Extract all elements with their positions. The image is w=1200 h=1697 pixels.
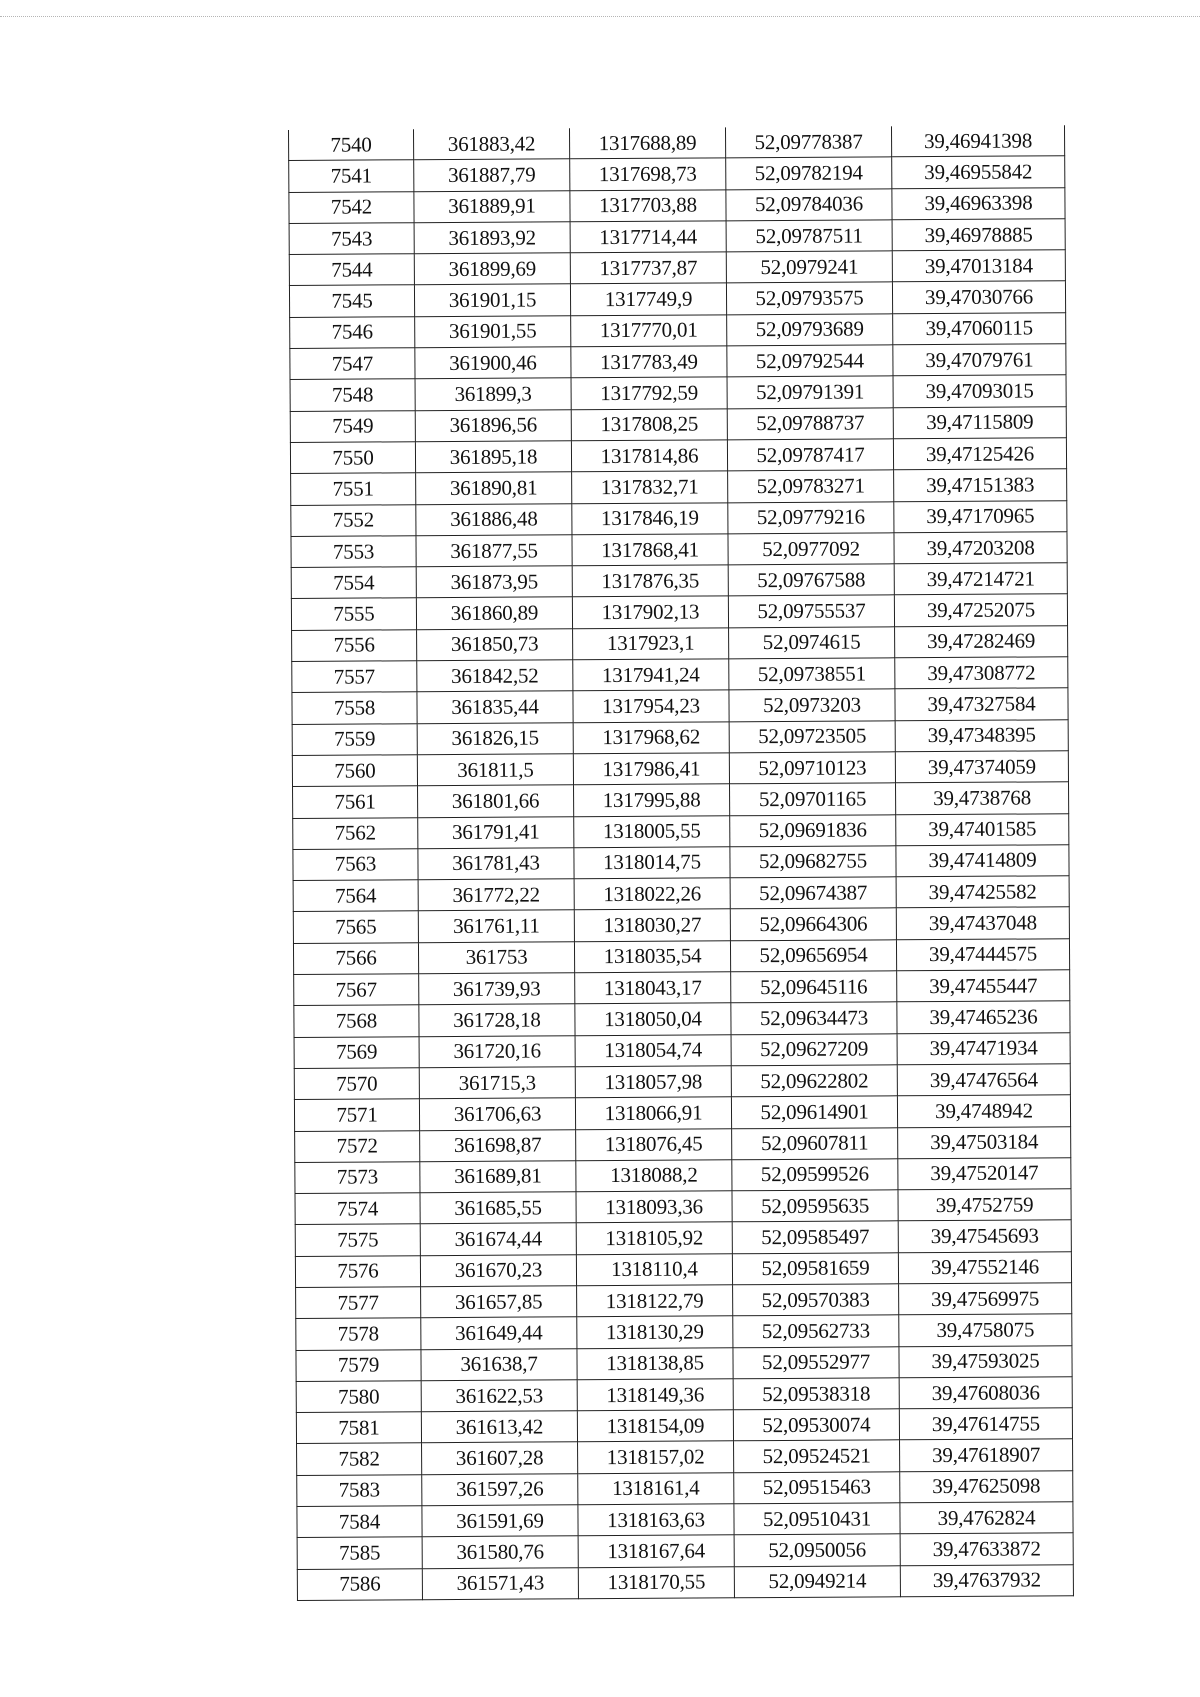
- table-row: [294, 1064, 1070, 1100]
- x-coordinate-cell: 361899,69: [414, 253, 570, 285]
- longitude-cell: 39,47125426: [893, 438, 1066, 470]
- x-coordinate-cell: 361791,41: [418, 816, 574, 848]
- point-number-cell: 7581: [296, 1412, 421, 1444]
- longitude-cell: 39,47414809: [896, 845, 1069, 877]
- y-coordinate-cell: 1317770,01: [571, 315, 727, 347]
- longitude-cell: 39,47401585: [896, 813, 1069, 845]
- x-coordinate-cell: 361698,87: [420, 1129, 576, 1161]
- y-coordinate-cell: 1318130,29: [577, 1316, 733, 1348]
- table-row: [297, 1439, 1073, 1475]
- x-coordinate-cell: 361591,69: [422, 1505, 578, 1537]
- table-row: [296, 1314, 1072, 1350]
- longitude-cell: 39,4748942: [897, 1095, 1070, 1127]
- longitude-cell: 39,47503184: [898, 1126, 1071, 1158]
- latitude-cell: 52,09787417: [727, 439, 893, 471]
- longitude-cell: 39,47425582: [896, 876, 1069, 908]
- y-coordinate-cell: 1318057,98: [575, 1066, 731, 1098]
- x-coordinate-cell: 361571,43: [422, 1567, 578, 1599]
- x-coordinate-cell: 361761,11: [418, 910, 574, 942]
- x-coordinate-cell: 361638,7: [421, 1348, 577, 1380]
- x-coordinate-cell: 361685,55: [420, 1192, 576, 1224]
- latitude-cell: 52,09788737: [727, 407, 893, 439]
- scan-edge-line: [0, 16, 1200, 17]
- x-coordinate-cell: 361728,18: [419, 1004, 575, 1036]
- point-number-cell: 7567: [294, 974, 419, 1006]
- longitude-cell: 39,47455447: [897, 970, 1070, 1002]
- x-coordinate-cell: 361877,55: [416, 535, 572, 567]
- longitude-cell: 39,47476564: [897, 1064, 1070, 1096]
- table-row: [291, 532, 1067, 568]
- longitude-cell: 39,47203208: [894, 532, 1067, 564]
- longitude-cell: 39,46963398: [892, 187, 1065, 219]
- point-number-cell: 7570: [294, 1068, 419, 1100]
- y-coordinate-cell: 1317923,1: [573, 628, 729, 660]
- longitude-cell: 39,47308772: [895, 657, 1068, 689]
- longitude-cell: 39,47013184: [892, 250, 1065, 282]
- y-coordinate-cell: 1317968,62: [573, 721, 729, 753]
- table-row: [293, 845, 1069, 881]
- table-row: [290, 438, 1066, 474]
- point-number-cell: 7575: [295, 1224, 420, 1256]
- x-coordinate-cell: 361580,76: [422, 1536, 578, 1568]
- longitude-cell: 39,47348395: [895, 719, 1068, 751]
- longitude-cell: 39,4758075: [899, 1314, 1072, 1346]
- table-row: [297, 1533, 1073, 1569]
- table-row: [292, 657, 1068, 693]
- point-number-cell: 7554: [291, 567, 416, 599]
- y-coordinate-cell: 1318105,92: [576, 1222, 732, 1254]
- point-number-cell: 7569: [294, 1036, 419, 1068]
- longitude-cell: 39,47618907: [900, 1439, 1073, 1471]
- table-row: [295, 1220, 1071, 1256]
- latitude-cell: 52,09656954: [730, 940, 896, 972]
- x-coordinate-cell: 361835,44: [417, 691, 573, 723]
- y-coordinate-cell: 1318154,09: [577, 1410, 733, 1442]
- table-row: [295, 1126, 1071, 1162]
- latitude-cell: 52,09581659: [732, 1252, 898, 1284]
- latitude-cell: 52,09755537: [728, 595, 894, 627]
- x-coordinate-cell: 361801,66: [418, 785, 574, 817]
- y-coordinate-cell: 1318167,64: [578, 1535, 734, 1567]
- latitude-cell: 52,09570383: [733, 1284, 899, 1316]
- table-row: [295, 1189, 1071, 1225]
- longitude-cell: 39,46941398: [891, 125, 1064, 157]
- table-row: [291, 563, 1067, 599]
- latitude-cell: 52,09691836: [730, 814, 896, 846]
- x-coordinate-cell: 361657,85: [421, 1286, 577, 1318]
- x-coordinate-cell: 361597,26: [422, 1474, 578, 1506]
- table-row: [292, 719, 1068, 755]
- point-number-cell: 7579: [296, 1349, 421, 1381]
- table-row: [294, 1001, 1070, 1037]
- latitude-cell: 52,09524521: [734, 1440, 900, 1472]
- y-coordinate-cell: 1318076,45: [576, 1128, 732, 1160]
- latitude-cell: 52,09622802: [731, 1065, 897, 1097]
- point-number-cell: 7542: [289, 191, 414, 223]
- latitude-cell: 52,09562733: [733, 1315, 899, 1347]
- latitude-cell: 52,09607811: [732, 1127, 898, 1159]
- latitude-cell: 52,09599526: [732, 1159, 898, 1191]
- y-coordinate-cell: 1317714,44: [570, 221, 726, 253]
- longitude-cell: 39,47569975: [899, 1283, 1072, 1315]
- x-coordinate-cell: 361607,28: [422, 1442, 578, 1474]
- y-coordinate-cell: 1318066,91: [575, 1097, 731, 1129]
- longitude-cell: 39,47060115: [893, 313, 1066, 345]
- latitude-cell: 52,09614901: [731, 1096, 897, 1128]
- latitude-cell: 52,09782194: [726, 157, 892, 189]
- point-number-cell: 7546: [290, 317, 415, 349]
- latitude-cell: 52,09674387: [730, 877, 896, 909]
- x-coordinate-cell: 361889,91: [414, 190, 570, 222]
- point-number-cell: 7561: [293, 786, 418, 818]
- longitude-cell: 39,4762824: [900, 1502, 1073, 1534]
- table-row: [289, 219, 1065, 255]
- point-number-cell: 7585: [297, 1537, 422, 1569]
- y-coordinate-cell: 1317995,88: [574, 784, 730, 816]
- x-coordinate-cell: 361886,48: [416, 503, 572, 535]
- longitude-cell: 39,47374059: [895, 751, 1068, 783]
- x-coordinate-cell: 361670,23: [420, 1254, 576, 1286]
- y-coordinate-cell: 1317792,59: [571, 377, 727, 409]
- latitude-cell: 52,09530074: [733, 1409, 899, 1441]
- longitude-cell: 39,4752759: [898, 1189, 1071, 1221]
- latitude-cell: 52,09701165: [730, 783, 896, 815]
- longitude-cell: 39,47545693: [898, 1220, 1071, 1252]
- y-coordinate-cell: 1318163,63: [578, 1504, 734, 1536]
- y-coordinate-cell: 1318170,55: [578, 1566, 734, 1598]
- point-number-cell: 7574: [295, 1193, 420, 1225]
- latitude-cell: 52,0949214: [734, 1565, 900, 1597]
- point-number-cell: 7547: [290, 348, 415, 380]
- longitude-cell: 39,47614755: [899, 1408, 1072, 1440]
- y-coordinate-cell: 1317986,41: [573, 753, 729, 785]
- point-number-cell: 7540: [289, 129, 414, 161]
- table-row: [289, 250, 1065, 286]
- table-row: [296, 1283, 1072, 1319]
- y-coordinate-cell: 1317814,86: [571, 440, 727, 472]
- point-number-cell: 7571: [294, 1099, 419, 1131]
- latitude-cell: 52,09645116: [731, 971, 897, 1003]
- y-coordinate-cell: 1317783,49: [571, 346, 727, 378]
- latitude-cell: 52,09552977: [733, 1346, 899, 1378]
- longitude-cell: 39,47633872: [900, 1533, 1073, 1565]
- y-coordinate-cell: 1317876,35: [572, 565, 728, 597]
- table-row: [289, 125, 1065, 161]
- table-row: [294, 1032, 1070, 1068]
- table-row: [296, 1345, 1072, 1381]
- point-number-cell: 7558: [292, 692, 417, 724]
- x-coordinate-cell: 361715,3: [419, 1067, 575, 1099]
- y-coordinate-cell: 1318035,54: [574, 941, 730, 973]
- point-number-cell: 7557: [292, 661, 417, 693]
- table-row: [289, 156, 1065, 192]
- table-row: [289, 187, 1065, 223]
- y-coordinate-cell: 1318005,55: [574, 815, 730, 847]
- x-coordinate-cell: 361901,15: [414, 284, 570, 316]
- x-coordinate-cell: 361900,46: [415, 347, 571, 379]
- y-coordinate-cell: 1317688,89: [569, 127, 725, 159]
- latitude-cell: 52,09664306: [730, 908, 896, 940]
- point-number-cell: 7584: [297, 1506, 422, 1538]
- y-coordinate-cell: 1318122,79: [577, 1285, 733, 1317]
- longitude-cell: 39,47079761: [893, 344, 1066, 376]
- latitude-cell: 52,09627209: [731, 1033, 897, 1065]
- y-coordinate-cell: 1318014,75: [574, 847, 730, 879]
- x-coordinate-cell: 361753: [418, 941, 574, 973]
- x-coordinate-cell: 361887,79: [414, 159, 570, 191]
- x-coordinate-cell: 361622,53: [421, 1380, 577, 1412]
- table-row: [289, 281, 1065, 317]
- point-number-cell: 7586: [297, 1568, 422, 1600]
- document-page: [288, 125, 1068, 1601]
- y-coordinate-cell: 1317868,41: [572, 534, 728, 566]
- y-coordinate-cell: 1318161,4: [578, 1473, 734, 1505]
- latitude-cell: 52,09634473: [731, 1002, 897, 1034]
- x-coordinate-cell: 361883,42: [413, 128, 569, 160]
- y-coordinate-cell: 1317737,87: [570, 252, 726, 284]
- x-coordinate-cell: 361811,5: [417, 754, 573, 786]
- longitude-cell: 39,47593025: [899, 1345, 1072, 1377]
- point-number-cell: 7566: [293, 942, 418, 974]
- point-number-cell: 7573: [295, 1162, 420, 1194]
- longitude-cell: 39,47170965: [894, 500, 1067, 532]
- point-number-cell: 7548: [290, 379, 415, 411]
- latitude-cell: 52,09710123: [729, 752, 895, 784]
- longitude-cell: 39,47625098: [900, 1470, 1073, 1502]
- point-number-cell: 7564: [293, 880, 418, 912]
- latitude-cell: 52,0977092: [728, 533, 894, 565]
- latitude-cell: 52,09515463: [734, 1472, 900, 1504]
- longitude-cell: 39,47327584: [895, 688, 1068, 720]
- latitude-cell: 52,0950056: [734, 1534, 900, 1566]
- point-number-cell: 7565: [293, 911, 418, 943]
- table-row: [295, 1158, 1071, 1194]
- x-coordinate-cell: 361689,81: [420, 1161, 576, 1193]
- latitude-cell: 52,09682755: [730, 846, 896, 878]
- table-row: [290, 375, 1066, 411]
- longitude-cell: 39,47444575: [896, 938, 1069, 970]
- y-coordinate-cell: 1318088,2: [576, 1160, 732, 1192]
- longitude-cell: 39,46955842: [892, 156, 1065, 188]
- x-coordinate-cell: 361826,15: [417, 722, 573, 754]
- y-coordinate-cell: 1317902,13: [572, 596, 728, 628]
- y-coordinate-cell: 1317846,19: [572, 502, 728, 534]
- point-number-cell: 7572: [295, 1130, 420, 1162]
- table-row: [296, 1377, 1072, 1413]
- latitude-cell: 52,09595635: [732, 1190, 898, 1222]
- x-coordinate-cell: 361772,22: [418, 879, 574, 911]
- latitude-cell: 52,0973203: [729, 689, 895, 721]
- table-row: [291, 469, 1067, 505]
- point-number-cell: 7545: [289, 285, 414, 317]
- x-coordinate-cell: 361901,55: [415, 316, 571, 348]
- latitude-cell: 52,09510431: [734, 1503, 900, 1535]
- table-row: [294, 1095, 1070, 1131]
- y-coordinate-cell: 1318149,36: [577, 1379, 733, 1411]
- point-number-cell: 7568: [294, 1005, 419, 1037]
- point-number-cell: 7582: [297, 1443, 422, 1475]
- x-coordinate-cell: 361613,42: [421, 1411, 577, 1443]
- point-number-cell: 7553: [291, 536, 416, 568]
- point-number-cell: 7556: [292, 629, 417, 661]
- point-number-cell: 7541: [289, 160, 414, 192]
- point-number-cell: 7551: [291, 473, 416, 505]
- longitude-cell: 39,47151383: [894, 469, 1067, 501]
- latitude-cell: 52,09585497: [732, 1221, 898, 1253]
- x-coordinate-cell: 361850,73: [417, 629, 573, 661]
- longitude-cell: 39,47471934: [897, 1032, 1070, 1064]
- y-coordinate-cell: 1317954,23: [573, 690, 729, 722]
- y-coordinate-cell: 1318157,02: [578, 1441, 734, 1473]
- x-coordinate-cell: 361674,44: [420, 1223, 576, 1255]
- point-number-cell: 7544: [289, 254, 414, 286]
- longitude-cell: 39,47093015: [893, 375, 1066, 407]
- table-row: [297, 1502, 1073, 1538]
- table-row: [296, 1408, 1072, 1444]
- x-coordinate-cell: 361893,92: [414, 222, 570, 254]
- x-coordinate-cell: 361890,81: [416, 472, 572, 504]
- x-coordinate-cell: 361649,44: [421, 1317, 577, 1349]
- point-number-cell: 7580: [296, 1381, 421, 1413]
- y-coordinate-cell: 1318138,85: [577, 1347, 733, 1379]
- y-coordinate-cell: 1317832,71: [572, 471, 728, 503]
- point-number-cell: 7576: [295, 1255, 420, 1287]
- x-coordinate-cell: 361706,63: [419, 1098, 575, 1130]
- y-coordinate-cell: 1318022,26: [574, 878, 730, 910]
- y-coordinate-cell: 1318110,4: [576, 1253, 732, 1285]
- x-coordinate-cell: 361860,89: [416, 597, 572, 629]
- longitude-cell: 39,47437048: [896, 907, 1069, 939]
- longitude-cell: 39,47214721: [894, 563, 1067, 595]
- latitude-cell: 52,09783271: [728, 470, 894, 502]
- y-coordinate-cell: 1317808,25: [571, 408, 727, 440]
- latitude-cell: 52,09778387: [725, 126, 891, 158]
- latitude-cell: 52,09779216: [728, 501, 894, 533]
- latitude-cell: 52,09793575: [726, 282, 892, 314]
- y-coordinate-cell: 1318050,04: [575, 1003, 731, 1035]
- x-coordinate-cell: 361720,16: [419, 1035, 575, 1067]
- table-row: [297, 1564, 1073, 1600]
- table-row: [291, 500, 1067, 536]
- latitude-cell: 52,09767588: [728, 564, 894, 596]
- y-coordinate-cell: 1317703,88: [570, 189, 726, 221]
- point-number-cell: 7577: [296, 1287, 421, 1319]
- x-coordinate-cell: 361873,95: [416, 566, 572, 598]
- longitude-cell: 39,47520147: [898, 1158, 1071, 1190]
- point-number-cell: 7559: [292, 723, 417, 755]
- x-coordinate-cell: 361781,43: [418, 848, 574, 880]
- longitude-cell: 39,47465236: [897, 1001, 1070, 1033]
- latitude-cell: 52,09787511: [726, 220, 892, 252]
- y-coordinate-cell: 1318043,17: [575, 972, 731, 1004]
- y-coordinate-cell: 1318093,36: [576, 1191, 732, 1223]
- table-row: [293, 876, 1069, 912]
- coordinates-table-body: [289, 125, 1074, 1600]
- latitude-cell: 52,09723505: [729, 720, 895, 752]
- point-number-cell: 7583: [297, 1474, 422, 1506]
- table-row: [292, 751, 1068, 787]
- table-row: [297, 1470, 1073, 1506]
- x-coordinate-cell: 361896,56: [415, 409, 571, 441]
- latitude-cell: 52,0979241: [726, 251, 892, 283]
- table-row: [293, 938, 1069, 974]
- point-number-cell: 7560: [292, 755, 417, 787]
- point-number-cell: 7555: [291, 598, 416, 630]
- latitude-cell: 52,09738551: [729, 658, 895, 690]
- longitude-cell: 39,47030766: [892, 281, 1065, 313]
- point-number-cell: 7552: [291, 504, 416, 536]
- latitude-cell: 52,09791391: [727, 376, 893, 408]
- table-row: [295, 1251, 1071, 1287]
- y-coordinate-cell: 1317941,24: [573, 659, 729, 691]
- latitude-cell: 52,09792544: [727, 345, 893, 377]
- longitude-cell: 39,47637932: [900, 1564, 1073, 1596]
- table-row: [294, 970, 1070, 1006]
- coordinates-table: [288, 125, 1074, 1601]
- x-coordinate-cell: 361842,52: [417, 660, 573, 692]
- y-coordinate-cell: 1317698,73: [570, 158, 726, 190]
- table-row: [290, 344, 1066, 380]
- point-number-cell: 7562: [293, 817, 418, 849]
- point-number-cell: 7549: [290, 410, 415, 442]
- longitude-cell: 39,46978885: [892, 219, 1065, 251]
- point-number-cell: 7550: [290, 442, 415, 474]
- x-coordinate-cell: 361899,3: [415, 378, 571, 410]
- table-row: [290, 406, 1066, 442]
- point-number-cell: 7543: [289, 223, 414, 255]
- y-coordinate-cell: 1318054,74: [575, 1034, 731, 1066]
- point-number-cell: 7563: [293, 849, 418, 881]
- longitude-cell: 39,47252075: [894, 594, 1067, 626]
- y-coordinate-cell: 1318030,27: [574, 909, 730, 941]
- latitude-cell: 52,09784036: [726, 188, 892, 220]
- table-row: [291, 594, 1067, 630]
- latitude-cell: 52,09538318: [733, 1378, 899, 1410]
- table-row: [290, 313, 1066, 349]
- latitude-cell: 52,09793689: [727, 314, 893, 346]
- table-row: [292, 688, 1068, 724]
- longitude-cell: 39,47552146: [898, 1251, 1071, 1283]
- latitude-cell: 52,0974615: [729, 627, 895, 659]
- longitude-cell: 39,47608036: [899, 1377, 1072, 1409]
- longitude-cell: 39,47282469: [895, 625, 1068, 657]
- longitude-cell: 39,4738768: [896, 782, 1069, 814]
- x-coordinate-cell: 361739,93: [419, 973, 575, 1005]
- point-number-cell: 7578: [296, 1318, 421, 1350]
- table-row: [293, 813, 1069, 849]
- longitude-cell: 39,47115809: [893, 406, 1066, 438]
- x-coordinate-cell: 361895,18: [415, 441, 571, 473]
- table-row: [293, 782, 1069, 818]
- y-coordinate-cell: 1317749,9: [570, 283, 726, 315]
- table-row: [293, 907, 1069, 943]
- table-row: [292, 625, 1068, 661]
